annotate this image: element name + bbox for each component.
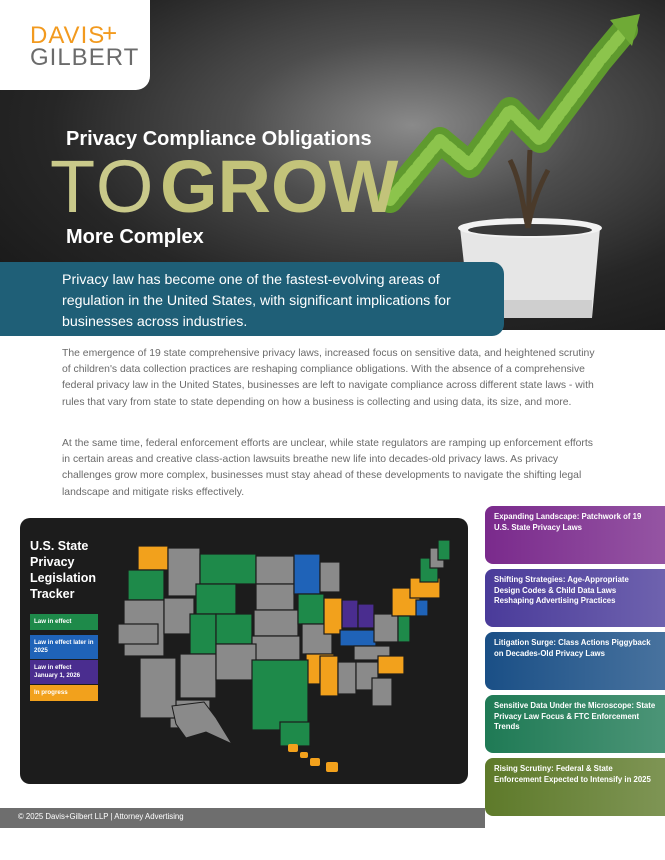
- state-shape: [372, 678, 392, 706]
- hero-title-grow: GROW: [160, 145, 399, 228]
- state-shape: [280, 722, 310, 746]
- logo-panel: [0, 0, 150, 90]
- card-text: Sensitive Data Under the Microscope: State Privacy Law Focus & FTC Enforcement Trends: [494, 701, 656, 731]
- card-text: Litigation Surge: Class Actions Piggyback on Decades-Old Privacy Laws: [494, 638, 651, 658]
- state-shape: [320, 562, 340, 592]
- state-shape: [216, 644, 256, 680]
- body-paragraph: At the same time, federal enforcement efforts are unclear, while state regulators are ramping up enforcement efforts in certain areas and creative class-action lawsuits breathe new life into decades-old privacy laws. As privacy challenges grow more complex, businesses must stay ahead of these developments to navigate the shifting legal landscape and mitigate risks effectively.: [62, 438, 593, 498]
- state-shape: [190, 614, 216, 654]
- state-shape: [358, 604, 374, 628]
- card-text: Rising Scrutiny: Federal & State Enforcement Expected to Intensify in 2025: [494, 764, 651, 784]
- footer-text: © 2025 Davis+Gilbert LLP | Attorney Advertising: [18, 812, 184, 821]
- state-shape: [300, 752, 308, 758]
- legend-label: Law in effect later in 2025: [34, 639, 94, 654]
- state-shape: [342, 600, 358, 628]
- state-shape: [416, 600, 428, 616]
- topic-card-shifting-strategies[interactable]: [485, 569, 665, 627]
- state-shape: [196, 584, 236, 614]
- legend-in-progress: [30, 685, 98, 701]
- intro-text: Privacy law has become one of the fastest-evolving areas of regulation in the United States, with significant implications for businesses across industries.: [62, 272, 451, 330]
- legend-law-in-effect: [30, 614, 98, 630]
- state-shape: [256, 584, 294, 610]
- logo-davis: DAVIS: [30, 22, 106, 49]
- hero-title-line1: Privacy Compliance Obligations: [66, 128, 372, 150]
- legend-label: Law in effect: [34, 618, 72, 625]
- topic-card-litigation-surge[interactable]: [485, 632, 665, 690]
- state-shape: [138, 546, 168, 570]
- state-shape: [254, 610, 298, 636]
- state-shape: [200, 554, 256, 584]
- logo-gilbert: GILBERT: [30, 44, 140, 71]
- card-text: Shifting Strategies: Age-Appropriate Design Codes & Child Data Laws Reshaping Advertising Practices: [494, 575, 629, 605]
- topic-card-sensitive-data[interactable]: [485, 695, 665, 753]
- state-shape: [438, 540, 450, 560]
- state-shape: [288, 744, 298, 752]
- state-shape: [338, 662, 356, 694]
- hero-title-line3: More Complex: [66, 226, 204, 248]
- state-shape: [140, 658, 176, 718]
- state-shape: [118, 624, 158, 644]
- state-shape: [252, 636, 300, 660]
- state-shape: [378, 656, 404, 674]
- body-paragraph: The emergence of 19 state comprehensive privacy laws, increased focus on sensitive data, and heightened scrutiny of children's data collection practices are reshaping compliance obligations. With the absence of a comprehensive federal privacy law in the United States, businesses are left to navigate compliance across different state laws - with rules that vary from state to state depending on how a business is collecting and using data, its size, and more.: [62, 348, 595, 408]
- state-shape: [128, 570, 164, 600]
- legend-later-2025: [30, 635, 98, 659]
- state-shape: [320, 656, 338, 696]
- state-shape: [294, 554, 320, 594]
- legend-jan-2026: [30, 660, 98, 684]
- state-shape: [168, 548, 200, 596]
- state-shape: [256, 556, 294, 584]
- privacy-map-panel: [20, 518, 468, 784]
- hero-title-to: TO: [50, 145, 156, 228]
- topic-card-expanding-landscape[interactable]: [485, 506, 665, 564]
- state-shape: [340, 630, 376, 646]
- state-shape: [324, 598, 342, 634]
- state-shape: [310, 758, 320, 766]
- state-shape: [216, 614, 252, 644]
- legend-label: In progress: [34, 689, 68, 696]
- map-title: U.S. State Privacy Legislation Tracker: [30, 539, 96, 601]
- state-shape: [398, 616, 410, 642]
- state-shape: [180, 654, 216, 698]
- state-shape: [172, 702, 232, 744]
- state-shape: [298, 594, 324, 624]
- logo-plus: +: [102, 18, 118, 48]
- topic-card-rising-scrutiny[interactable]: [485, 758, 665, 816]
- state-shape: [252, 660, 308, 730]
- state-shape: [326, 762, 338, 772]
- state-shape: [374, 614, 398, 642]
- card-text: Expanding Landscape: Patchwork of 19 U.S. State Privacy Laws: [494, 512, 642, 532]
- legend-label: Law in effect January 1, 2026: [34, 664, 81, 679]
